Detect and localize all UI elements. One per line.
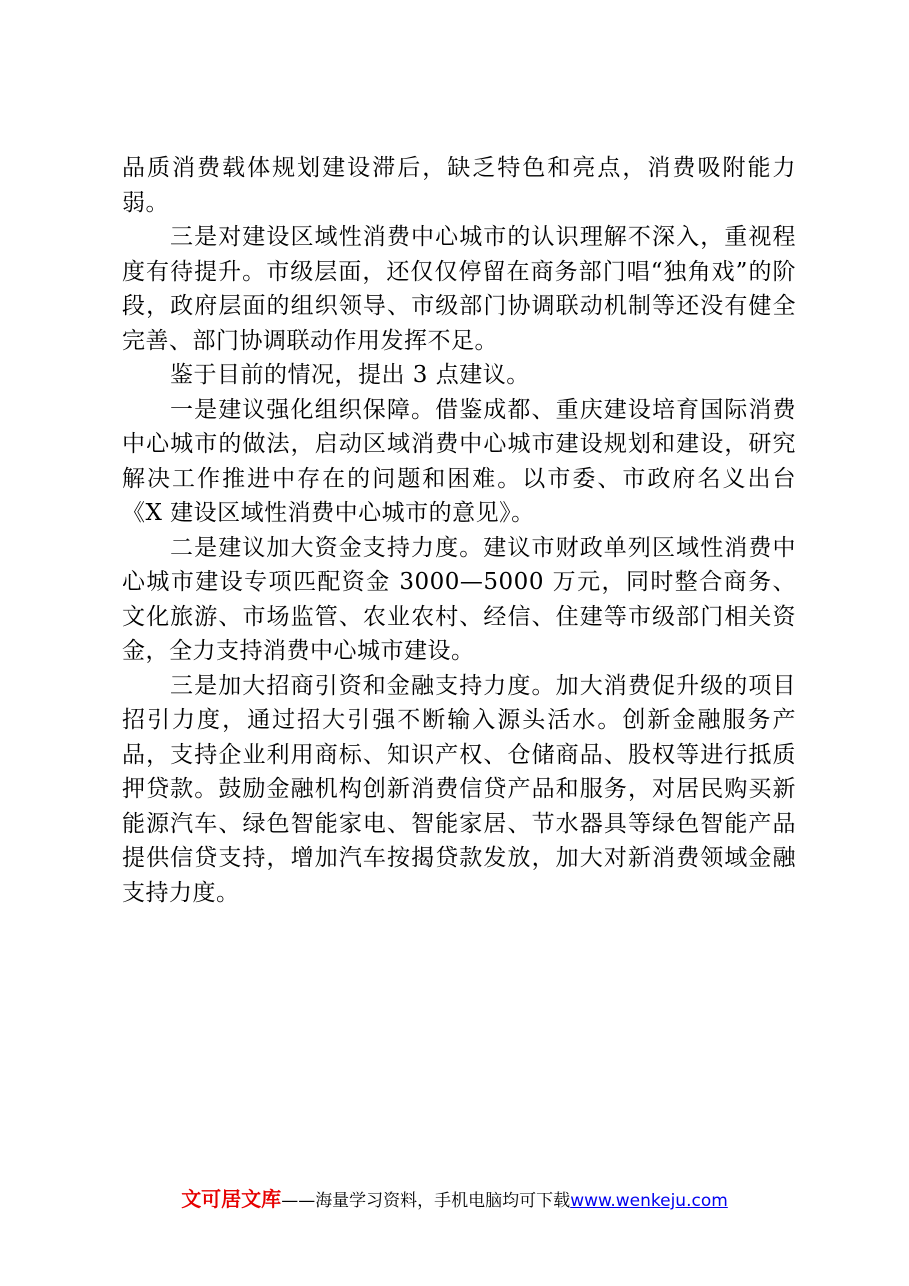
paragraph-suggestion-one: 一是建议强化组织保障。借鉴成都、重庆建设培育国际消费中心城市的做法，启动区域消费中心城市建设规划和建设，研究解决工作推进中存在的问题和困难。以市委、市政府名义出台《X 建设区域性消费中心城市的意见》。 bbox=[122, 396, 796, 526]
paragraph-suggestions-intro: 鉴于目前的情况，提出 3 点建议。 bbox=[170, 362, 530, 388]
document-body bbox=[122, 151, 796, 910]
paragraph-point-three-issue: 三是对建设区域性消费中心城市的认识理解不深入，重视程度有待提升。市级层面，还仅仅停留在商务部门唱“独角戏”的阶段，政府层面的组织领导、市级部门协调联动机制等还没有健全完善、部门协调联动作用发挥不足。 bbox=[122, 224, 796, 354]
footer-slogan: ——海量学习资料，手机电脑均可下载 bbox=[281, 1191, 571, 1211]
footer-url-link[interactable]: www.wenkeju.com bbox=[570, 1191, 728, 1211]
footer-banner bbox=[0, 1183, 909, 1212]
footer-brand: 文可居文库 bbox=[181, 1187, 282, 1211]
paragraph-continuation: 品质消费载体规划建设滞后，缺乏特色和亮点，消费吸附能力弱。 bbox=[122, 155, 796, 216]
paragraph-suggestion-two: 二是建议加大资金支持力度。建议市财政单列区域性消费中心城市建设专项匹配资金 3000—5000 万元，同时整合商务、文化旅游、市场监管、农业农村、经信、住建等市级部门相关资金，全力支持消费中心城市建设。 bbox=[122, 534, 796, 664]
paragraph-suggestion-three: 三是加大招商引资和金融支持力度。加大消费促升级的项目招引力度，通过招大引强不断输入源头活水。创新金融服务产品，支持企业利用商标、知识产权、仓储商品、股权等进行抵质押贷款。鼓励金融机构创新消费信贷产品和服务，对居民购买新能源汽车、绿色智能家电、智能家居、节水器具等绿色智能产品提供信贷支持，增加汽车按揭贷款发放，加大对新消费领域金融支持力度。 bbox=[122, 672, 796, 906]
